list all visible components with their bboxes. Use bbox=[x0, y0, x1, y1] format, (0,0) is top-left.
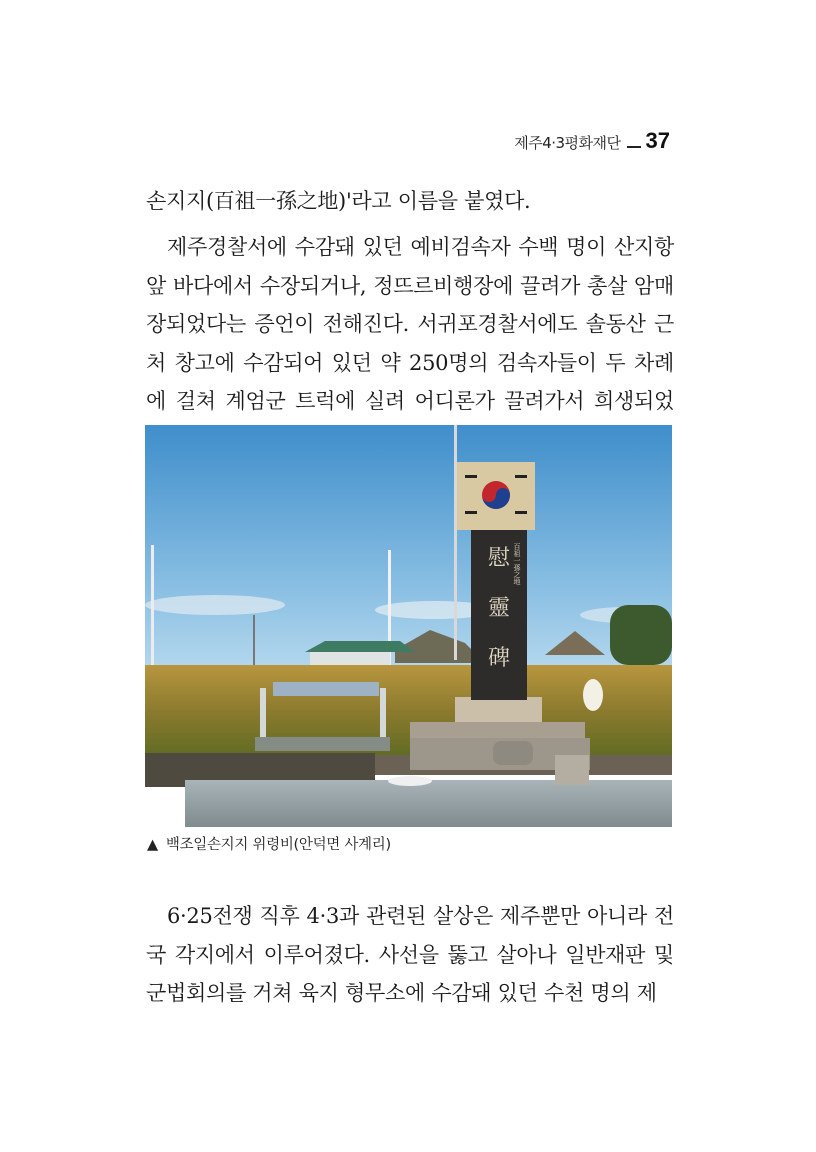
memorial-photo bbox=[145, 425, 672, 827]
monument-char: 靈 bbox=[487, 596, 511, 621]
trigram bbox=[515, 511, 527, 514]
tree bbox=[610, 605, 672, 665]
triangle-marker: ▲ bbox=[147, 837, 158, 853]
plaza bbox=[185, 780, 672, 827]
monument-step bbox=[410, 722, 585, 739]
monument-char: 碑 bbox=[487, 646, 511, 671]
shelter-base bbox=[255, 737, 390, 751]
shelter-post bbox=[380, 688, 386, 740]
paragraph-korean-war: 6·25전쟁 직후 4·3과 관련된 살상은 제주뿐만 아니라 전국 각지에서 이루어졌다. 사선을 뚫고 살아나 일반재판 및 군법회의를 거쳐 육지 형무소에 수감돼 있던 수천 명의 제 bbox=[146, 904, 674, 1005]
cloud bbox=[145, 595, 285, 615]
paragraph-prisoners: 제주경찰서에 수감돼 있던 예비검속자 수백 명이 산지항 앞 바다에서 수장되거나, 정뜨르비행장에 끌려가 총살 암매장되었다는 증언이 전해진다. 서귀포경찰서에도 솔동산 근처 창고에 수감되어 있던 약 250명의 검속자들이 두 차례에 걸쳐 계엄군 트럭에 실려 어디론가 끌려가서 희생되었 bbox=[146, 235, 674, 413]
trigram bbox=[465, 511, 477, 514]
trigram bbox=[515, 475, 527, 478]
incense-burner bbox=[493, 741, 533, 765]
pole bbox=[151, 545, 154, 685]
caption-text: 백조일손지지 위령비(안덕면 사계리) bbox=[165, 837, 391, 853]
flowers bbox=[388, 776, 432, 786]
monument-char: 慰 bbox=[487, 546, 511, 571]
stone-lantern bbox=[555, 755, 589, 785]
page-number: 37 bbox=[645, 128, 670, 153]
shelter-post bbox=[260, 688, 266, 740]
shelter-roof bbox=[273, 682, 379, 696]
paragraph-continued: 손지지(百祖一孫之地)'라고 이름을 붙였다. bbox=[146, 189, 531, 213]
publisher-title: 제주4·3평화재단 bbox=[514, 134, 621, 152]
pole bbox=[454, 425, 457, 660]
monument-side-text: 百祖一孫之地 bbox=[513, 543, 521, 585]
trigram bbox=[465, 475, 477, 478]
monument-base bbox=[455, 697, 542, 722]
photo-caption bbox=[147, 833, 391, 854]
header-rule bbox=[627, 146, 641, 148]
pole bbox=[253, 615, 255, 670]
flowers bbox=[583, 679, 603, 711]
running-header bbox=[514, 128, 670, 154]
